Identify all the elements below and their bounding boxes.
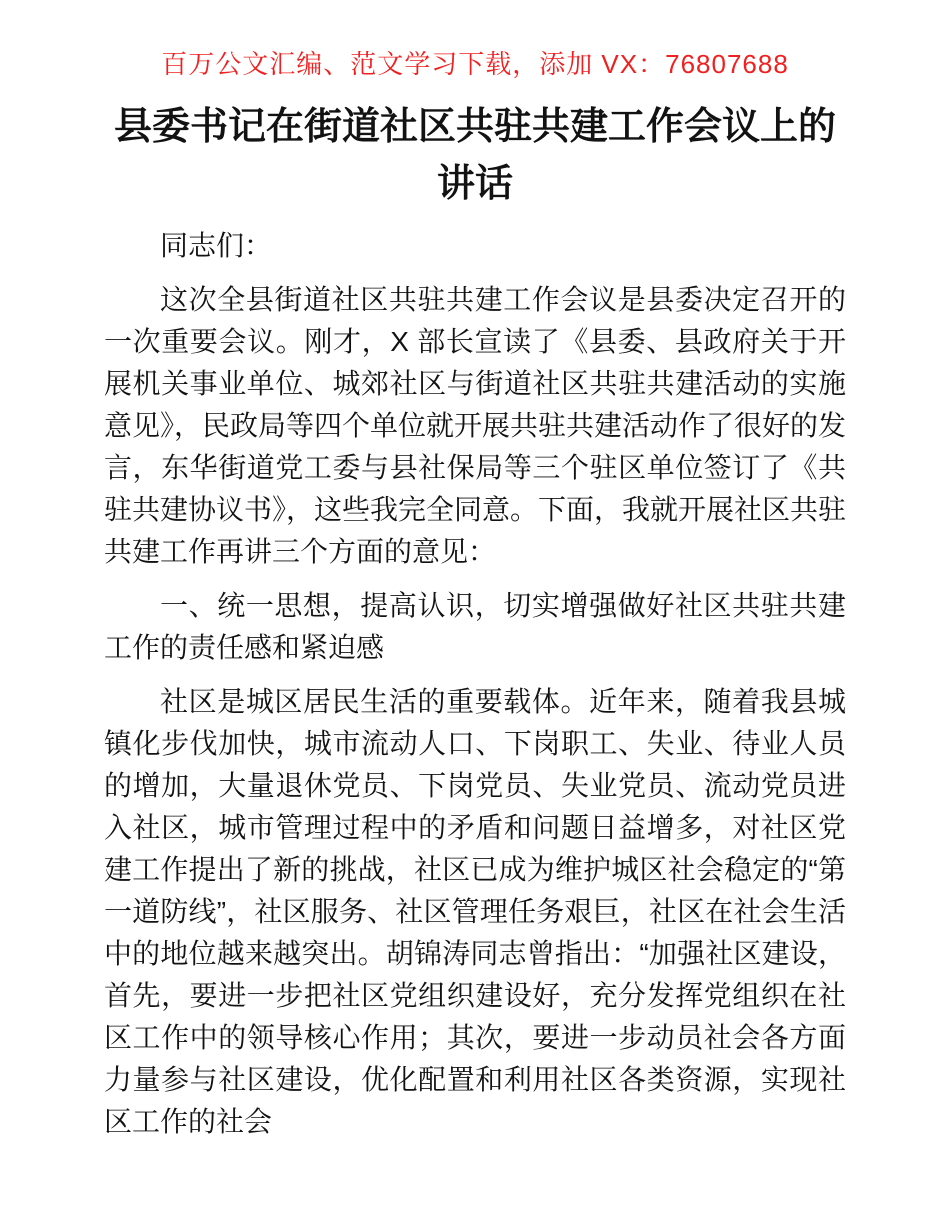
promo-header-text: 百万公文汇编、范文学习下载，添加 VX：76807688 xyxy=(161,49,789,79)
section-one-paragraph: 社区是城区居民生活的重要载体。近年来，随着我县城镇化步伐加快，城市流动人口、下岗职工、失业、待业人员的增加，大量退休党员、下岗党员、失业党员、流动党员进入社区，城市管理过程中的矛盾和问题日益增多，对社区党建工作提出了新的挑战，社区已成为维护城区社会稳定的“第一道防线”，社区服务、社区管理任务艰巨，社区在社会生活中的地位越来越突出。胡锦涛同志曾指出：“加强社区建设，首先，要进一步把社区党组织建设好，充分发挥党组织在社区工作中的领导核心作用；其次，要进一步动员社会各方面力量参与社区建设，优化配置和利用社区各类资源，实现社区工作的社会 xyxy=(104,686,846,1137)
salutation-paragraph: 同志们： xyxy=(160,230,273,261)
intro-paragraph: 这次全县街道社区共驻共建工作会议是县委决定召开的一次重要会议。刚才，X 部长宣读了《县委、县政府关于开展机关事业单位、城郊社区与街道社区共驻共建活动的实施意见》，民政局等四个单位就开展共驻共建活动作了很好的发言，东华街道党工委与县社保局等三个驻区单位签订了《共驻共建协议书》，这些我完全同意。下面，我就开展社区共驻共建工作再讲三个方面的意见： xyxy=(104,284,847,567)
section-one-heading: 一、统一思想，提高认识，切实增强做好社区共驻共建工作的责任感和紧迫感 xyxy=(104,590,846,663)
document-body xyxy=(0,225,950,1143)
document-title: 县委书记在街道社区共驻共建工作会议上的讲话 xyxy=(113,106,836,205)
